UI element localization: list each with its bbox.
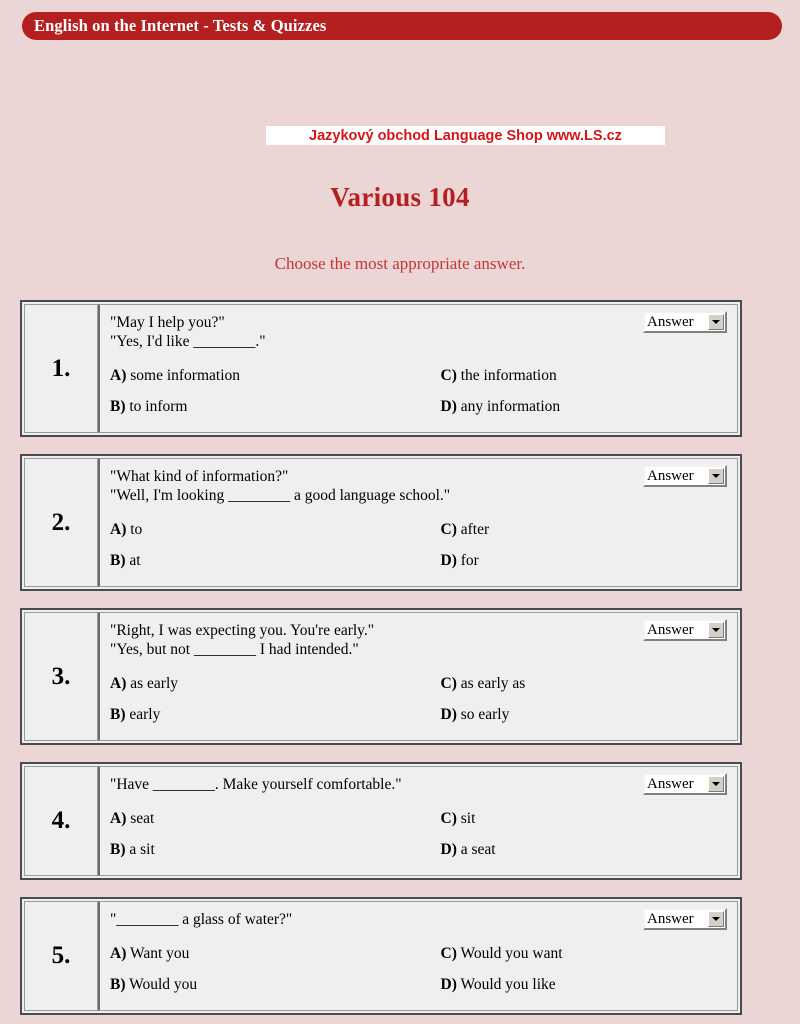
answer-option bbox=[110, 514, 419, 545]
chevron-down-icon[interactable] bbox=[708, 622, 724, 638]
question-prompt bbox=[110, 910, 727, 929]
question-prompt bbox=[110, 467, 727, 505]
answer-options bbox=[110, 794, 727, 865]
answer-option-letter: C) bbox=[440, 675, 457, 692]
answer-option bbox=[110, 938, 419, 969]
question-number-cell bbox=[24, 901, 98, 1011]
answer-options bbox=[110, 929, 727, 1000]
answer-option bbox=[419, 969, 728, 1000]
answer-option-letter: C) bbox=[440, 367, 457, 384]
question-box bbox=[20, 454, 742, 591]
answer-option-text: as early bbox=[126, 675, 178, 692]
answer-select-label: Answer bbox=[647, 467, 694, 484]
site-banner-title: English on the Internet - Tests & Quizzes bbox=[34, 16, 327, 35]
question-prompt bbox=[110, 621, 727, 659]
answer-option-text: as early as bbox=[456, 675, 526, 692]
answer-option-text: seat bbox=[126, 810, 155, 827]
answer-option-letter: C) bbox=[440, 521, 457, 538]
chevron-down-icon[interactable] bbox=[708, 776, 724, 792]
answer-select[interactable] bbox=[643, 908, 727, 930]
caret-glyph bbox=[712, 320, 720, 324]
site-header bbox=[0, 0, 800, 40]
answer-option bbox=[110, 360, 419, 391]
answer-option bbox=[110, 803, 419, 834]
answer-option bbox=[110, 545, 419, 576]
answer-option-text: Would you bbox=[125, 976, 198, 993]
caret-glyph bbox=[712, 917, 720, 921]
answer-select-label: Answer bbox=[647, 621, 694, 638]
answer-option-letter: D) bbox=[440, 552, 457, 569]
answer-option-text: at bbox=[125, 552, 141, 569]
answer-option-letter: D) bbox=[440, 976, 457, 993]
answer-options bbox=[110, 659, 727, 730]
answer-option-letter: A) bbox=[110, 367, 127, 384]
language-shop-ad-banner[interactable] bbox=[266, 126, 665, 145]
answer-option bbox=[419, 514, 728, 545]
page-title: Various 104 bbox=[330, 182, 470, 212]
question-number: 2. bbox=[51, 508, 71, 536]
answer-select[interactable] bbox=[643, 773, 727, 795]
question-body bbox=[98, 901, 738, 1011]
answer-option bbox=[110, 834, 419, 865]
question-number: 3. bbox=[51, 662, 71, 690]
question-prompt-line: "What kind of information?" bbox=[110, 468, 289, 485]
answer-option-text: Would you want bbox=[456, 945, 563, 962]
answer-option-text: sit bbox=[456, 810, 476, 827]
answer-option bbox=[419, 938, 728, 969]
answer-option-letter: A) bbox=[110, 945, 127, 962]
answer-option-letter: B) bbox=[110, 398, 126, 415]
question-prompt-line: "Have ________. Make yourself comfortable." bbox=[110, 776, 402, 793]
answer-option-letter: A) bbox=[110, 675, 127, 692]
answer-option-text: Want you bbox=[126, 945, 190, 962]
answer-option bbox=[419, 668, 728, 699]
answer-option bbox=[419, 834, 728, 865]
answer-option bbox=[110, 969, 419, 1000]
answer-option-text: a seat bbox=[456, 841, 496, 858]
question-body bbox=[98, 458, 738, 587]
question-number: 4. bbox=[51, 807, 71, 834]
caret-glyph bbox=[712, 628, 720, 632]
advertisement-zone bbox=[0, 40, 800, 144]
question-box bbox=[20, 897, 742, 1015]
chevron-down-icon[interactable] bbox=[708, 314, 724, 330]
answer-select-label: Answer bbox=[647, 910, 694, 927]
answer-option-text: early bbox=[125, 706, 161, 723]
answer-option-text: so early bbox=[456, 706, 510, 723]
answer-option bbox=[419, 360, 728, 391]
answer-option-letter: B) bbox=[110, 976, 126, 993]
caret-glyph bbox=[712, 782, 720, 786]
answer-option-text: a sit bbox=[125, 841, 155, 858]
answer-option-text: any information bbox=[456, 398, 561, 415]
answer-select[interactable] bbox=[643, 619, 727, 641]
question-number-cell bbox=[24, 612, 98, 741]
question-box bbox=[20, 608, 742, 745]
answer-option-text: some information bbox=[126, 367, 241, 384]
answer-option bbox=[110, 699, 419, 730]
answer-options bbox=[110, 351, 727, 422]
chevron-down-icon[interactable] bbox=[708, 911, 724, 927]
answer-option bbox=[110, 391, 419, 422]
question-prompt-line: "Well, I'm looking ________ a good language school." bbox=[110, 487, 451, 504]
answer-options bbox=[110, 505, 727, 576]
answer-option bbox=[110, 668, 419, 699]
answer-option-letter: D) bbox=[440, 841, 457, 858]
question-number: 1. bbox=[51, 354, 71, 382]
answer-option-text: to bbox=[126, 521, 143, 538]
question-number-cell bbox=[24, 304, 98, 433]
answer-option-text: for bbox=[456, 552, 479, 569]
question-box bbox=[20, 300, 742, 437]
answer-select[interactable] bbox=[643, 465, 727, 487]
answer-option-letter: A) bbox=[110, 521, 127, 538]
answer-option-letter: B) bbox=[110, 841, 126, 858]
question-prompt-line: "________ a glass of water?" bbox=[110, 911, 293, 928]
question-prompt bbox=[110, 313, 727, 351]
question-body bbox=[98, 766, 738, 876]
question-body bbox=[98, 304, 738, 433]
quiz-instruction: Choose the most appropriate answer. bbox=[274, 254, 526, 273]
language-shop-ad-text: Jazykový obchod Language Shop www.LS.cz bbox=[309, 127, 622, 144]
question-body bbox=[98, 612, 738, 741]
site-banner bbox=[22, 12, 782, 40]
question-prompt-line: "May I help you?" bbox=[110, 314, 225, 331]
question-box bbox=[20, 762, 742, 880]
answer-option-text: to inform bbox=[125, 398, 188, 415]
answer-select-label: Answer bbox=[647, 313, 694, 330]
answer-option-text: Would you like bbox=[456, 976, 556, 993]
answer-select[interactable] bbox=[643, 311, 727, 333]
answer-option bbox=[419, 699, 728, 730]
answer-option-letter: D) bbox=[440, 398, 457, 415]
answer-option-letter: B) bbox=[110, 552, 126, 569]
question-prompt bbox=[110, 775, 727, 794]
answer-option bbox=[419, 391, 728, 422]
answer-select-label: Answer bbox=[647, 775, 694, 792]
answer-option-letter: C) bbox=[440, 945, 457, 962]
answer-option-text: the information bbox=[456, 367, 557, 384]
caret-glyph bbox=[712, 474, 720, 478]
question-prompt-line: "Yes, but not ________ I had intended." bbox=[110, 641, 359, 658]
question-number-cell bbox=[24, 766, 98, 876]
question-list bbox=[0, 274, 800, 1015]
question-prompt-line: "Yes, I'd like ________." bbox=[110, 333, 266, 350]
answer-option-letter: A) bbox=[110, 810, 127, 827]
chevron-down-icon[interactable] bbox=[708, 468, 724, 484]
answer-option-text: after bbox=[456, 521, 490, 538]
answer-option-letter: D) bbox=[440, 706, 457, 723]
answer-option bbox=[419, 545, 728, 576]
answer-option bbox=[419, 803, 728, 834]
question-number: 5. bbox=[51, 942, 71, 969]
answer-option-letter: B) bbox=[110, 706, 126, 723]
answer-option-letter: C) bbox=[440, 810, 457, 827]
question-prompt-line: "Right, I was expecting you. You're early." bbox=[110, 622, 375, 639]
question-number-cell bbox=[24, 458, 98, 587]
